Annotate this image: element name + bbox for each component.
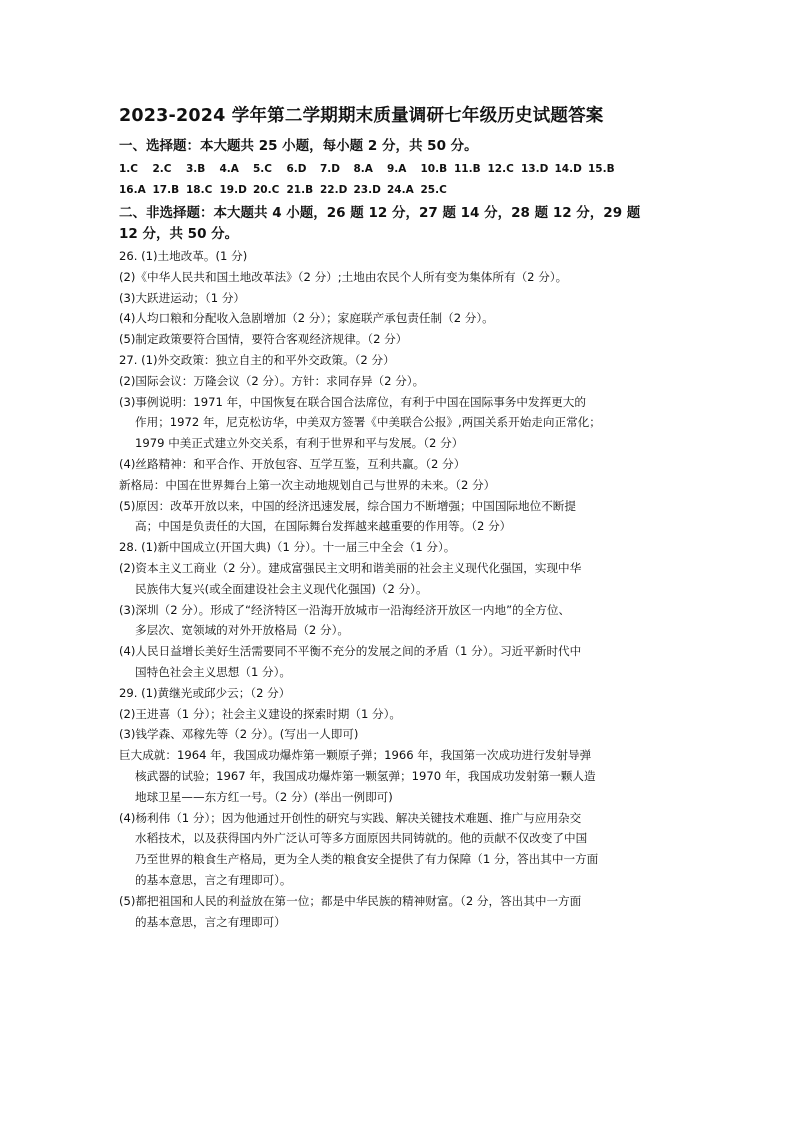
answer-line: 的基本意思，言之有理即可） bbox=[135, 914, 286, 929]
answer-item: 25.C bbox=[420, 184, 447, 196]
answer-item: 18.C bbox=[186, 184, 213, 196]
answer-item: 9.A bbox=[387, 163, 407, 175]
answer-line: 高；中国是负责任的大国，在国际舞台发挥越来越重要的作用等。（2 分） bbox=[135, 519, 512, 534]
section2-heading-line: 二、非选择题：本大题共 4 小题，26 题 12 分，27 题 14 分，28 题 12 分，29 题 bbox=[119, 205, 641, 221]
answer-line: 水稻技术，以及获得国内外广泛认可等多方面原因共同铸就的。他的贡献不仅改变了中国 bbox=[135, 831, 588, 846]
answer-item: 17.B bbox=[152, 184, 180, 196]
answer-item: 1.C bbox=[119, 163, 139, 175]
answer-line: (3)大跃进运动；（1 分） bbox=[119, 290, 246, 305]
multiple-choice-answers bbox=[119, 159, 679, 201]
answer-line: 巨大成就：1964 年，我国成功爆炸第一颗原子弹；1966 年，我国第一次成功进行发射导弹 bbox=[119, 748, 592, 763]
answer-line: 乃至世界的粮食生产格局，更为全人类的粮食安全提供了有力保障（1 分，答出其中一方面 bbox=[135, 852, 599, 867]
answer-row bbox=[119, 180, 679, 201]
answer-line: 民族伟大复兴(或全面建设社会主义现代化强国)（2 分）。 bbox=[135, 581, 428, 596]
answer-line: (3)钱学森、邓稼先等（2 分）。(写出一人即可) bbox=[119, 727, 359, 742]
open-question-answers bbox=[119, 246, 679, 932]
answer-line: 多层次、宽领域的对外开放格局（2 分）。 bbox=[135, 623, 349, 638]
answer-line: (2)国际会议：万隆会议（2 分）。方针：求同存异（2 分）。 bbox=[119, 373, 425, 388]
answer-line: (5)都把祖国和人民的利益放在第一位；都是中华民族的精神财富。（2 分，答出其中一方面 bbox=[119, 893, 582, 908]
answer-item: 5.C bbox=[253, 163, 273, 175]
answer-item: 10.B bbox=[420, 163, 448, 175]
section2-heading-line: 12 分，共 50 分。 bbox=[119, 226, 239, 242]
answer-line: (3)事例说明：1971 年，中国恢复在联合国合法席位，有利于中国在国际事务中发挥更大的 bbox=[119, 394, 586, 409]
answer-line: 新格局：中国在世界舞台上第一次主动地规划自己与世界的未来。（2 分） bbox=[119, 477, 496, 492]
answer-line: 29. (1)黄继光或邱少云；（2 分） bbox=[119, 685, 291, 700]
answer-item: 21.B bbox=[286, 184, 314, 196]
answer-item: 11.B bbox=[454, 163, 481, 175]
answer-line: (4)人民日益增长美好生活需要同不平衡不充分的发展之间的矛盾（1 分）。习近平新时代中 bbox=[119, 644, 582, 659]
answer-item: 15.B bbox=[588, 163, 615, 175]
answer-line: 的基本意思，言之有理即可）。 bbox=[135, 872, 292, 887]
answer-line: 国特色社会主义思想（1 分）。 bbox=[135, 664, 291, 679]
answer-line: (2)资本主义工商业（2 分）。建成富强民主文明和谐美丽的社会主义现代化强国，实现中华 bbox=[119, 560, 582, 575]
section2-heading bbox=[119, 203, 679, 245]
answer-item: 14.D bbox=[554, 163, 582, 175]
answer-line: 作用；1972 年，尼克松访华，中美双方签署《中美联合公报》,两国关系开始走向正常化； bbox=[135, 415, 601, 430]
document-title: 2023-2024 学年第二学期期末质量调研七年级历史试题答案 bbox=[119, 106, 604, 126]
answer-line: (2)《中华人民共和国土地改革法》（2 分）;土地由农民个人所有变为集体所有（2 分）。 bbox=[119, 269, 568, 284]
answer-line: (2)王进喜（1 分）；社会主义建设的探索时期（1 分）。 bbox=[119, 706, 402, 721]
answer-line: 27. (1)外交政策：独立自主的和平外交政策。（2 分） bbox=[119, 352, 395, 367]
answer-item: 4.A bbox=[219, 163, 239, 175]
answer-line: (4)丝路精神：和平合作、开放包容、互学互鉴，互利共赢。（2 分） bbox=[119, 456, 466, 471]
answer-sheet bbox=[119, 102, 679, 932]
answer-item: 22.D bbox=[320, 184, 348, 196]
answer-row bbox=[119, 159, 679, 180]
answer-line: 核武器的试验；1967 年，我国成功爆炸第一颗氢弹；1970 年，我国成功发射第一颗人造 bbox=[135, 768, 596, 783]
answer-item: 2.C bbox=[152, 163, 172, 175]
answer-item: 23.D bbox=[353, 184, 381, 196]
answer-line: 28. (1)新中国成立(开国大典)（1 分）。十一届三中全会（1 分）。 bbox=[119, 540, 456, 555]
answer-line: (5)原因：改革开放以来，中国的经济迅速发展，综合国力不断增强；中国国际地位不断提 bbox=[119, 498, 576, 513]
answer-item: 24.A bbox=[387, 184, 414, 196]
answer-line: 1979 中美正式建立外交关系，有利于世界和平与发展。（2 分） bbox=[135, 436, 464, 451]
answer-line: 26. (1)土地改革。(1 分) bbox=[119, 249, 248, 263]
answer-item: 19.D bbox=[219, 184, 247, 196]
answer-line: (3)深圳（2 分）。形成了“经济特区一沿海开放城市一沿海经济开放区一内地”的全方位、 bbox=[119, 602, 571, 617]
answer-item: 13.D bbox=[521, 163, 549, 175]
answer-item: 12.C bbox=[487, 163, 514, 175]
section1-heading: 一、选择题：本大题共 25 小题，每小题 2 分，共 50 分。 bbox=[119, 138, 478, 154]
answer-item: 20.C bbox=[253, 184, 280, 196]
answer-line: 地球卫星——东方红一号。（2 分）(举出一例即可) bbox=[135, 789, 393, 804]
answer-line: (4)杨利伟（1 分）；因为他通过开创性的研究与实践、解决关键技术难题、推广与应用杂交 bbox=[119, 810, 582, 825]
answer-item: 6.D bbox=[286, 163, 307, 175]
answer-item: 3.B bbox=[186, 163, 206, 175]
answer-item: 16.A bbox=[119, 184, 146, 196]
answer-item: 7.D bbox=[320, 163, 341, 175]
answer-line: (5)制定政策要符合国情，要符合客观经济规律。（2 分） bbox=[119, 332, 408, 347]
answer-item: 8.A bbox=[353, 163, 373, 175]
answer-line: (4)人均口粮和分配收入急剧增加（2 分）；家庭联产承包责任制（2 分）。 bbox=[119, 311, 494, 326]
